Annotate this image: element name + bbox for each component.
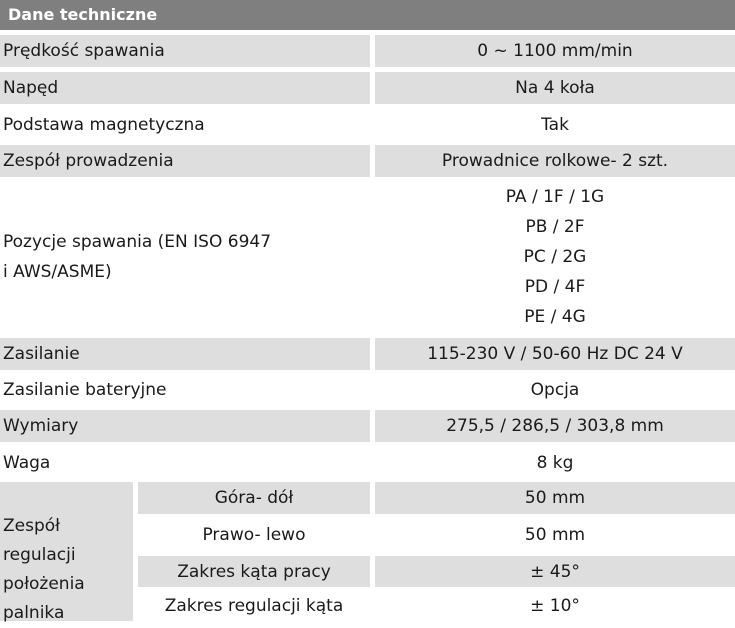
subrow-label: Prawo- lewo: [202, 525, 306, 545]
row-label: Prędkość spawania: [0, 35, 370, 67]
table-row: [0, 72, 735, 104]
row-value: Tak: [541, 115, 569, 135]
group-label-line: położenia: [3, 574, 85, 594]
table-title: Dane techniczne: [0, 0, 735, 30]
row-value: 115-230 V / 50-60 Hz DC 24 V: [375, 338, 735, 370]
subrow-value: ± 10°: [530, 596, 580, 616]
row-label-line: Pozycje spawania (EN ISO 6947: [3, 232, 272, 252]
row-value-item: PB / 2F: [525, 217, 585, 237]
table-row: [0, 374, 735, 406]
table-row: [0, 109, 735, 141]
table-row: [0, 447, 735, 479]
row-value-item: PD / 4F: [524, 277, 586, 297]
table-row: [0, 35, 735, 67]
subrow-label: Zakres kąta pracy: [138, 556, 370, 587]
row-value: Na 4 koła: [375, 72, 735, 104]
row-label: Zasilanie: [0, 338, 370, 370]
table-row: [0, 181, 735, 333]
row-label: Podstawa magnetyczna: [3, 115, 205, 135]
table-row: [0, 338, 735, 370]
row-label: Waga: [3, 453, 51, 473]
row-label: Zasilanie bateryjne: [3, 380, 167, 400]
subrow-value: ± 45°: [375, 556, 735, 587]
row-value: Opcja: [530, 380, 580, 400]
table-row: [0, 145, 735, 177]
row-label-line: i AWS/ASME): [3, 262, 112, 282]
subrow-value: 50 mm: [524, 525, 586, 545]
row-value-item: PC / 2G: [523, 247, 587, 267]
row-label: Napęd: [0, 72, 370, 104]
row-value: 275,5 / 286,5 / 303,8 mm: [375, 410, 735, 442]
subrow-label: Zakres regulacji kąta: [164, 596, 344, 616]
row-value-item: PA / 1F / 1G: [505, 187, 605, 207]
table-row: [0, 591, 735, 621]
row-value: Prowadnice rolkowe- 2 szt.: [375, 145, 735, 177]
row-value-item: PE / 4G: [524, 307, 586, 327]
row-value: 0 ~ 1100 mm/min: [375, 35, 735, 67]
group-label-line: palnika: [3, 603, 65, 623]
table-row: [0, 519, 735, 551]
table-row: [0, 556, 735, 587]
subrow-value: 50 mm: [375, 482, 735, 514]
row-label: Zespół prowadzenia: [0, 145, 370, 177]
row-label: [0, 181, 370, 333]
row-label: Wymiary: [0, 410, 370, 442]
table-row: [0, 482, 735, 514]
table-row: [0, 410, 735, 442]
subrow-label: Góra- dół: [138, 482, 370, 514]
group-label-line: Zespół regulacji: [3, 516, 76, 565]
row-value-list: [375, 181, 735, 333]
row-value: 8 kg: [536, 453, 574, 473]
